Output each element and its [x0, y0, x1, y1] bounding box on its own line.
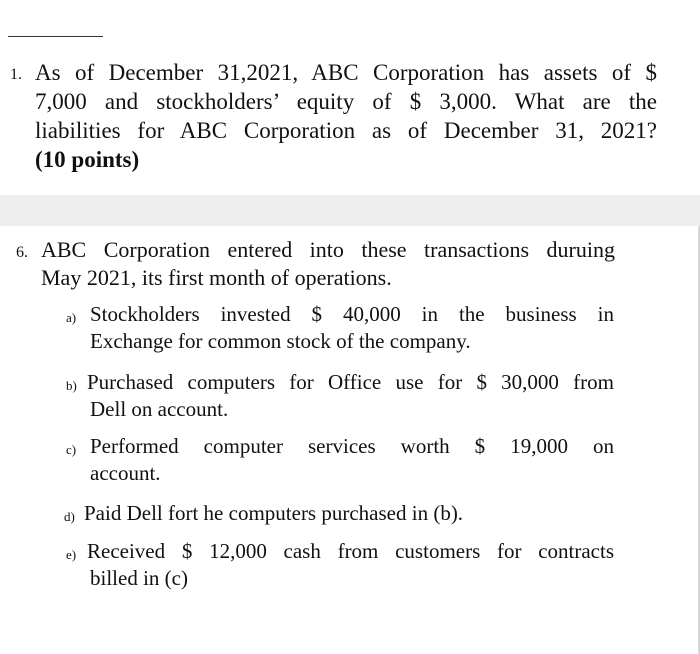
- transaction-a-marker: a): [66, 310, 77, 325]
- transaction-a-line-1: Stockholders invested $ 40,000 in the business in: [90, 302, 614, 326]
- transaction-d-line-1: Paid Dell fort he computers purchased in (b).: [84, 501, 464, 525]
- question-1-points: (10 points): [35, 147, 140, 172]
- question-1-line-1: As of December 31,2021, ABC Corporation has assets of $: [35, 60, 657, 85]
- transaction-e-line-1: Received $ 12,000 cash from customers for contracts: [87, 539, 614, 563]
- question-6-number: 6.: [16, 244, 28, 261]
- question-1: [0, 58, 700, 198]
- transaction-a-line-2: Exchange for common stock of the company.: [90, 329, 471, 353]
- question-1-line-2: 7,000 and stockholders’ equity of $ 3,000. What are the: [35, 89, 657, 114]
- question-1-number: 1.: [10, 66, 22, 83]
- question-6-line-2: May 2021, its first month of operations.: [41, 265, 392, 290]
- transaction-b-line-1: Purchased computers for Office use for $ 30,000 from: [87, 370, 614, 394]
- transaction-e-marker: e): [66, 547, 77, 562]
- transaction-d: [0, 500, 700, 530]
- question-6-panel: [0, 226, 700, 654]
- transaction-b-marker: b): [66, 378, 77, 393]
- divider-line: [8, 36, 103, 37]
- transaction-b-line-2: Dell on account.: [90, 397, 229, 421]
- question-6-line-1: ABC Corporation entered into these transactions duruing: [41, 237, 615, 262]
- transaction-e-line-2: billed in (c): [90, 566, 188, 590]
- transaction-a: [0, 301, 700, 357]
- transaction-e: [0, 538, 700, 594]
- question-6: [0, 235, 700, 295]
- question-1-line-3: liabilities for ABC Corporation as of December 31, 2021?: [35, 118, 657, 143]
- transaction-b: [0, 369, 700, 425]
- transaction-c-line-2: account.: [90, 461, 161, 485]
- transaction-c: [0, 433, 700, 489]
- transaction-c-line-1: Performed computer services worth $ 19,000 on: [90, 434, 614, 458]
- transaction-c-marker: c): [66, 442, 77, 457]
- question-1-panel: [0, 0, 700, 195]
- transaction-d-marker: d): [64, 509, 75, 524]
